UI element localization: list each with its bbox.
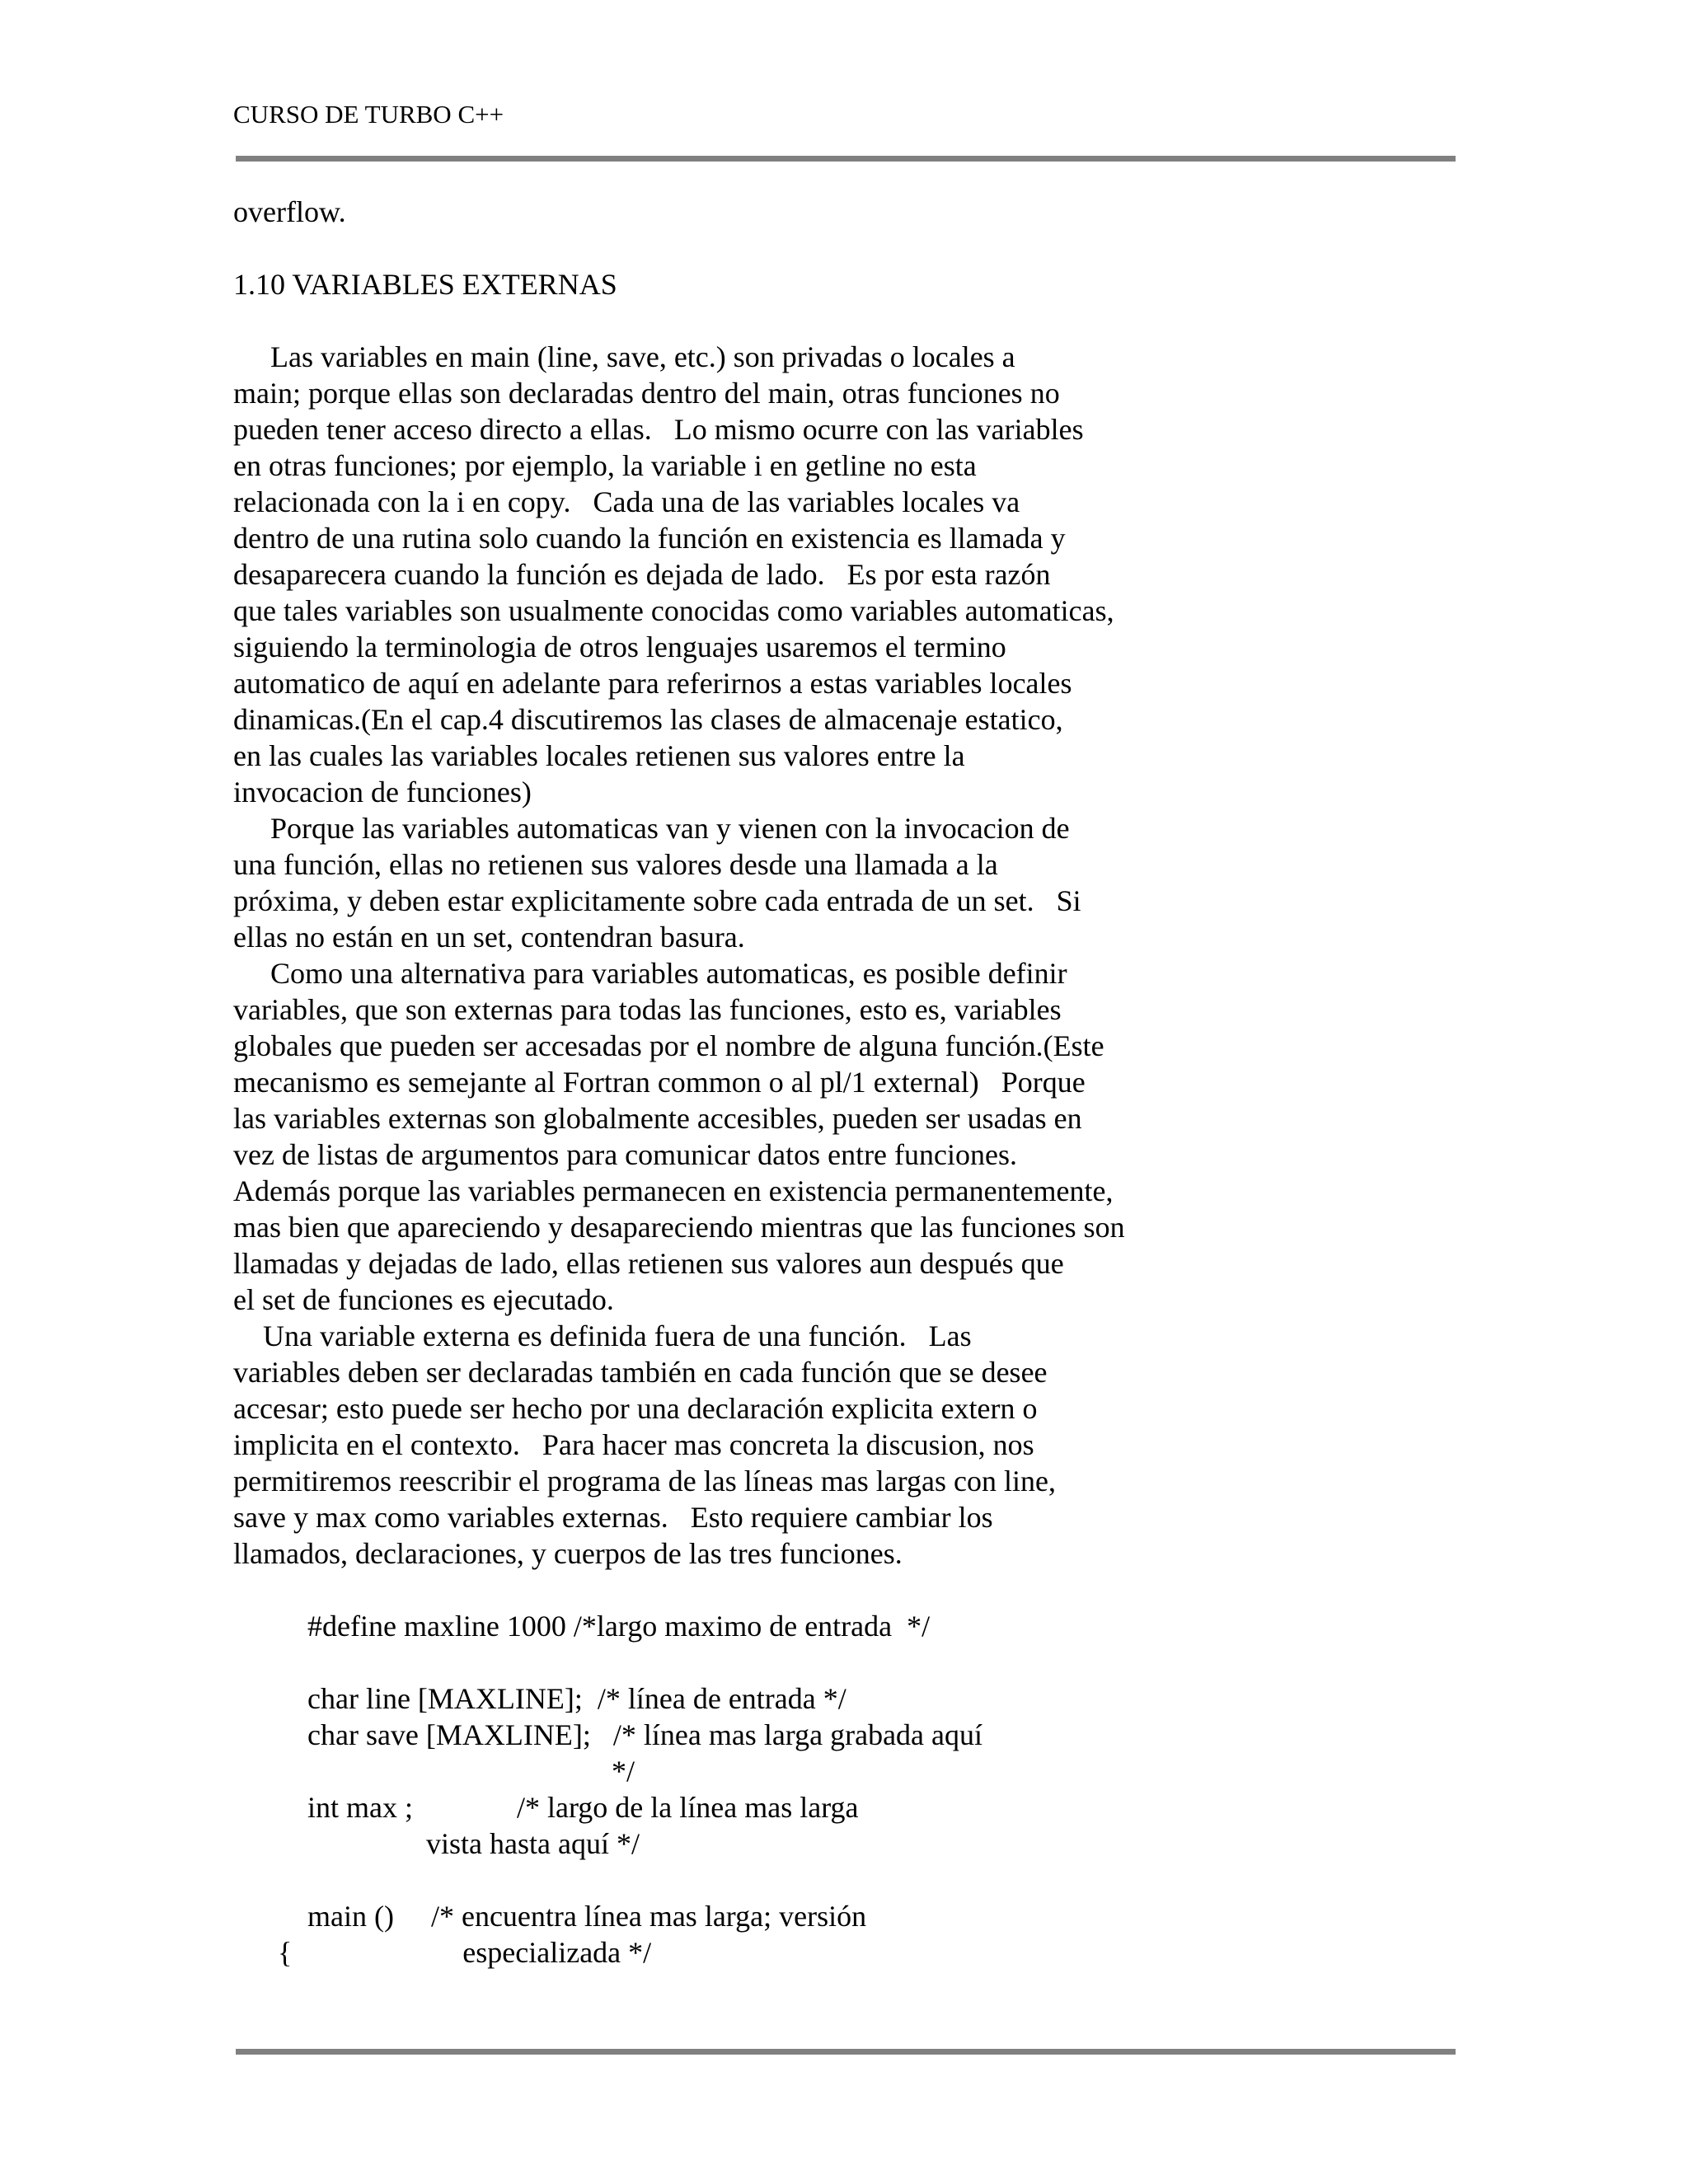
paragraph-line: implicita en el contexto. Para hacer mas concreta la discusion, nos — [233, 1428, 1034, 1461]
paragraph-line: variables deben ser declaradas también en cada función que se desee — [233, 1356, 1048, 1389]
code-line: char line [MAXLINE]; /* línea de entrada */ — [233, 1682, 846, 1715]
code-line: int max ; /* largo de la línea mas larga — [233, 1791, 859, 1824]
paragraph-line: accesar; esto puede ser hecho por una declaración explicita extern o — [233, 1392, 1038, 1425]
paragraph-line: main; porque ellas son declaradas dentro del main, otras funciones no — [233, 377, 1060, 410]
paragraph-line: save y max como variables externas. Esto requiere cambiar los — [233, 1501, 993, 1534]
paragraph-line: relacionada con la i en copy. Cada una de las variables locales va — [233, 485, 1020, 518]
paragraph-line: Como una alternativa para variables automaticas, es posible definir — [233, 957, 1067, 990]
spacer — [233, 302, 1470, 339]
code-block — [233, 1608, 1470, 1971]
paragraph-line: mecanismo es semejante al Fortran common o al pl/1 external) Porque — [233, 1066, 1085, 1099]
paragraph-line: que tales variables son usualmente conocidas como variables automaticas, — [233, 594, 1114, 627]
paragraph-line: dinamicas.(En el cap.4 discutiremos las clases de almacenaje estatico, — [233, 703, 1063, 736]
paragraph-line: ellas no están en un set, contendran basura. — [233, 921, 745, 954]
paragraph-line: en las cuales las variables locales retienen sus valores entre la — [233, 739, 965, 772]
paragraph-line: invocacion de funciones) — [233, 776, 532, 808]
paragraph-line: siguiendo la terminologia de otros lenguajes usaremos el termino — [233, 630, 1006, 663]
code-line: #define maxline 1000 /*largo maximo de entrada */ — [233, 1610, 931, 1643]
code-line: main () /* encuentra línea mas larga; versión — [233, 1900, 867, 1933]
paragraph-line: dentro de una rutina solo cuando la función en existencia es llamada y — [233, 522, 1066, 555]
paragraph-line: Una variable externa es definida fuera de una función. Las — [233, 1319, 972, 1352]
paragraph-line: automatico de aquí en adelante para referirnos a estas variables locales — [233, 667, 1072, 700]
paragraph-line: Porque las variables automaticas van y vienen con la invocacion de — [233, 812, 1070, 845]
paragraph-1 — [233, 339, 1470, 810]
spacer — [233, 1644, 1470, 1680]
paragraph-line: Además porque las variables permanecen en existencia permanentemente, — [233, 1174, 1114, 1207]
paragraph-line: variables, que son externas para todas las funciones, esto es, variables — [233, 993, 1062, 1026]
paragraph-line: desaparecera cuando la función es dejada de lado. Es por esta razón — [233, 558, 1051, 591]
paragraph-line: pueden tener acceso directo a ellas. Lo mismo ocurre con las variables — [233, 413, 1084, 446]
paragraph-3 — [233, 955, 1470, 1318]
paragraph-line: globales que pueden ser accesadas por el nombre de alguna función.(Este — [233, 1029, 1104, 1062]
code-line: */ — [233, 1755, 635, 1788]
page-body — [233, 194, 1470, 1971]
spacer — [233, 1572, 1470, 1608]
paragraph-line: mas bien que apareciendo y desapareciendo mientras que las funciones son — [233, 1211, 1125, 1244]
code-line: vista hasta aquí */ — [233, 1827, 640, 1860]
paragraph-line: las variables externas son globalmente accesibles, pueden ser usadas en — [233, 1102, 1082, 1135]
paragraph-line: llamados, declaraciones, y cuerpos de las tres funciones. — [233, 1537, 903, 1570]
spacer — [233, 1862, 1470, 1898]
code-line: char save [MAXLINE]; /* línea mas larga grabada aquí — [233, 1718, 983, 1751]
paragraph-line: en otras funciones; por ejemplo, la variable i en getline no esta — [233, 449, 977, 482]
paragraph-4 — [233, 1318, 1470, 1572]
code-line: { especializada */ — [233, 1936, 652, 1969]
paragraph-line: una función, ellas no retienen sus valores desde una llamada a la — [233, 848, 998, 881]
paragraph-line: próxima, y deben estar explicitamente sobre cada entrada de un set. Si — [233, 884, 1081, 917]
paragraph-line: vez de listas de argumentos para comunicar datos entre funciones. — [233, 1138, 1017, 1171]
continuation-text: overflow. — [233, 195, 346, 228]
header-rule — [236, 156, 1456, 162]
paragraph-2 — [233, 810, 1470, 955]
paragraph-line: llamadas y dejadas de lado, ellas retienen sus valores aun después que — [233, 1247, 1064, 1280]
section-heading: 1.10 VARIABLES EXTERNAS — [233, 268, 617, 301]
spacer — [233, 230, 1470, 266]
paragraph-line: permitiremos reescribir el programa de las líneas mas largas con line, — [233, 1465, 1056, 1497]
paragraph-line: el set de funciones es ejecutado. — [233, 1283, 614, 1316]
footer-rule — [236, 2049, 1456, 2055]
running-header: CURSO DE TURBO C++ — [233, 100, 504, 129]
paragraph-line: Las variables en main (line, save, etc.) son privadas o locales a — [233, 340, 1015, 373]
